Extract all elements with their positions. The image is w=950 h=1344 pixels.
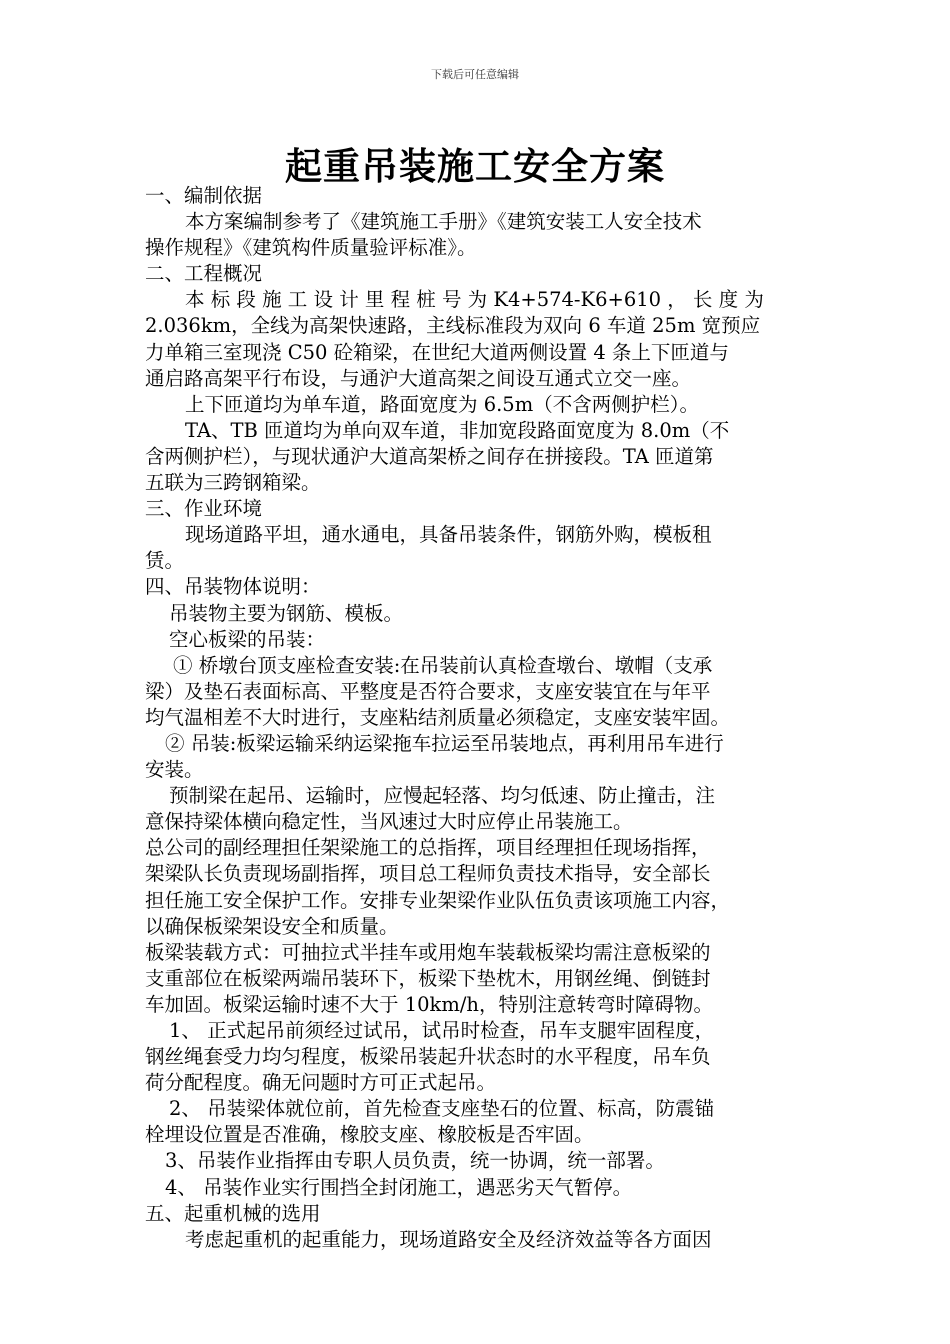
text-line: 操作规程》《建筑构件质量验评标准》。 bbox=[145, 236, 477, 260]
text-line: ① 桥墩台顶支座检查安装:在吊装前认真检查墩台、墩帽（支承 bbox=[173, 653, 713, 677]
text-line: 预制梁在起吊、运输时，应慢起轻落、均匀低速、防止撞击，注 bbox=[169, 784, 716, 808]
text-line: 安装。 bbox=[145, 758, 204, 782]
text-line: 五联为三跨钢箱梁。 bbox=[145, 471, 321, 495]
text-line: 2.036km，全线为高架快速路，主线标准段为双向 6 车道 25m 宽预应 bbox=[145, 314, 761, 338]
text-line: 1、 正式起吊前须经过试吊，试吊时检查，吊车支腿牢固程度， bbox=[169, 1019, 715, 1042]
text-line: 赁。 bbox=[145, 549, 185, 573]
text-line: 荷分配程度。确无问题时方可正式起吊。 bbox=[145, 1071, 497, 1095]
text-line: 本方案编制参考了《建筑施工手册》《建筑安装工人安全技术 bbox=[185, 210, 702, 234]
text-line: 架梁队长负责现场副指挥，项目总工程师负责技术指导，安全部长 bbox=[145, 862, 711, 886]
text-line: 考虑起重机的起重能力，现场道路安全及经济效益等各方面因 bbox=[185, 1227, 712, 1251]
text-line: 通启路高架平行布设，与通沪大道高架之间设互通式立交一座。 bbox=[145, 366, 692, 390]
text-line: 五、起重机械的选用 bbox=[145, 1201, 321, 1225]
document-body bbox=[145, 183, 810, 1253]
text-line: 2、 吊装梁体就位前，首先检查支座垫石的位置、标高，防震锚 bbox=[169, 1097, 715, 1121]
text-line: 上下匝道均为单车道，路面宽度为 6.5m（不含两侧护栏）。 bbox=[185, 392, 699, 416]
text-line: 意保持梁体横向稳定性，当风速过大时应停止吊装施工。 bbox=[145, 810, 633, 834]
text-line: 均气温相差不大时进行，支座粘结剂质量必须稳定，支座安装牢固。 bbox=[145, 705, 731, 729]
text-line: 3、吊装作业指挥由专职人员负责，统一协调，统一部署。 bbox=[165, 1149, 665, 1173]
header-note: 下载后可任意编辑 bbox=[431, 68, 519, 81]
text-line: 总公司的副经理担任架梁施工的总指挥，项目经理担任现场指挥， bbox=[145, 836, 711, 860]
text-line: 栓埋设位置是否准确，橡胶支座、橡胶板是否牢固。 bbox=[145, 1123, 594, 1147]
text-line: 含两侧护栏），与现状通沪大道高架桥之间存在拼接段。TA 匝道第 bbox=[145, 444, 714, 468]
text-line: 钢丝绳套受力均匀程度，板梁吊装起升状态时的水平程度，吊车负 bbox=[145, 1045, 711, 1069]
text-line: 以确保板梁架设安全和质量。 bbox=[145, 914, 399, 938]
text-line: 板梁装载方式：可抽拉式半挂车或用炮车装载板梁均需注意板梁的 bbox=[145, 940, 711, 964]
text-line: 现场道路平坦，通水通电，具备吊装条件，钢筋外购，模板租 bbox=[185, 523, 712, 547]
text-line: 担任施工安全保护工作。安排专业架梁作业队伍负责该项施工内容， bbox=[145, 888, 731, 912]
text-line: 支重部位在板梁两端吊装环下，板梁下垫枕木，用钢丝绳、倒链封 bbox=[145, 966, 711, 990]
document-title: 起重吊装施工安全方案 bbox=[285, 144, 665, 188]
text-line: 吊装物主要为钢筋、模板。 bbox=[169, 601, 404, 625]
text-line: 4、 吊装作业实行围挡全封闭施工，遇恶劣天气暂停。 bbox=[165, 1175, 633, 1199]
text-line: 空心板梁的吊装： bbox=[169, 627, 326, 651]
text-line: 三、作业环境 bbox=[145, 497, 263, 521]
text-line: 二、工程概况 bbox=[145, 262, 263, 286]
text-line: 力单箱三室现浇 C50 砼箱梁，在世纪大道两侧设置 4 条上下匝道与 bbox=[145, 340, 729, 364]
text-line: TA、TB 匝道均为单向双车道，非加宽段路面宽度为 8.0m（不 bbox=[185, 418, 730, 442]
text-line: 四、吊装物体说明： bbox=[145, 575, 321, 599]
text-line: 车加固。板梁运输时速不大于 10km/h，特别注意转弯时障碍物。 bbox=[145, 992, 713, 1016]
text-line: 本 标 段 施 工 设 计 里 程 桩 号 为 K4+574-K6+610 ， 长 度 为 bbox=[185, 288, 764, 312]
text-line: 梁）及垫石表面标高、平整度是否符合要求，支座安装宜在与年平 bbox=[145, 679, 711, 703]
text-line: ② 吊装:板梁运输采纳运梁拖车拉运至吊装地点，再利用吊车进行 bbox=[165, 731, 724, 755]
text-line: 一、编制依据 bbox=[145, 184, 263, 207]
